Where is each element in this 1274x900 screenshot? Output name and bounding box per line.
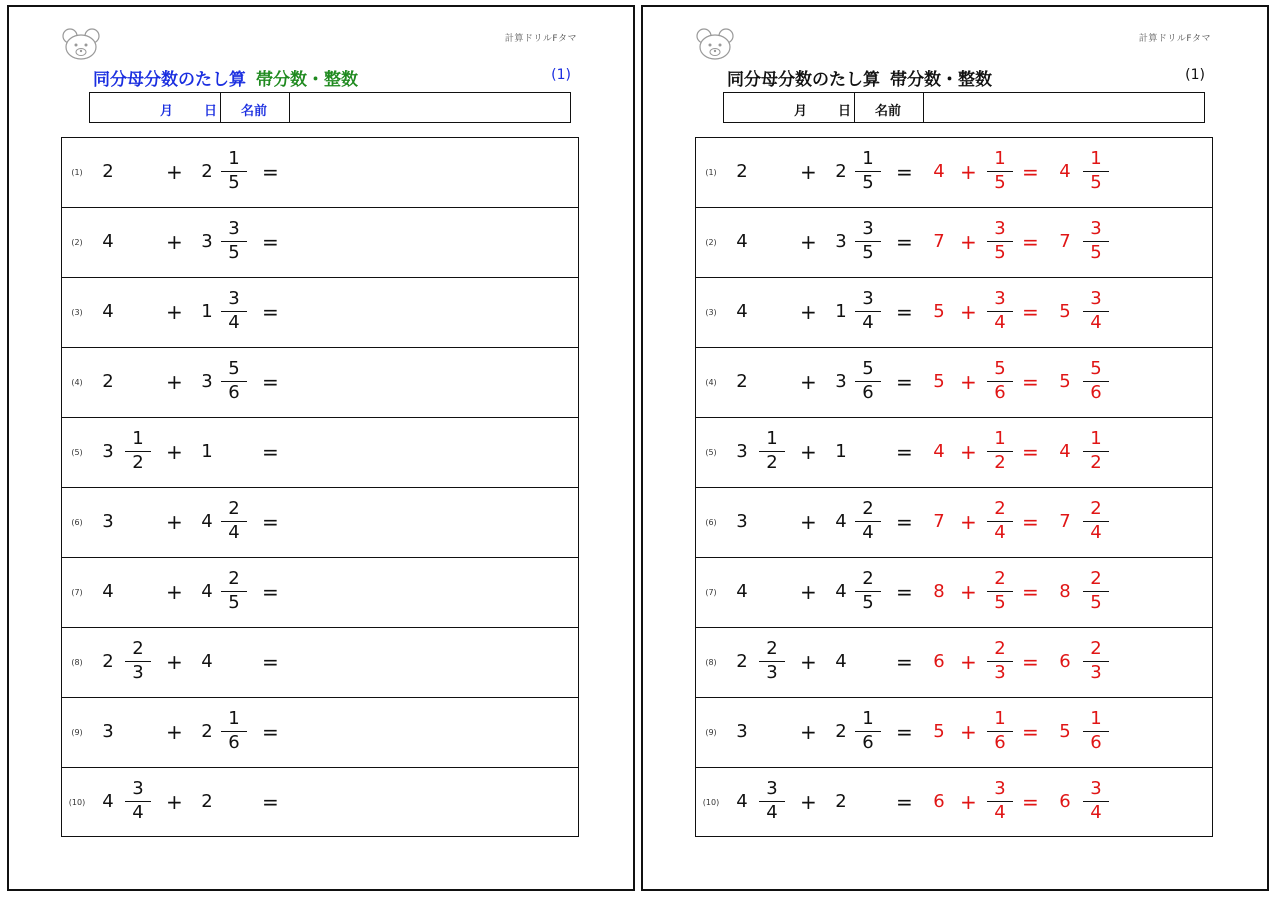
numerator: 2 bbox=[994, 568, 1006, 589]
problem-row bbox=[696, 208, 1212, 278]
answer-plus-sign: + bbox=[960, 720, 977, 744]
day-label: 日 bbox=[204, 104, 218, 119]
numerator: 2 bbox=[132, 638, 144, 659]
problem-number: (7) bbox=[71, 588, 83, 597]
answer-final-fraction bbox=[1083, 779, 1109, 849]
denominator: 6 bbox=[994, 382, 1006, 403]
denominator: 3 bbox=[1090, 662, 1102, 683]
denominator: 5 bbox=[1090, 592, 1102, 613]
addend-a-whole: 4 bbox=[102, 791, 114, 812]
addend-b-whole: 3 bbox=[201, 371, 213, 392]
equals-sign: = bbox=[262, 160, 279, 184]
title-part-1: 同分母分数のたし算 bbox=[727, 70, 880, 90]
numerator: 1 bbox=[994, 428, 1006, 449]
answer-plus-sign: + bbox=[960, 510, 977, 534]
denominator: 5 bbox=[228, 172, 240, 193]
month-label: 月 bbox=[794, 104, 808, 119]
plus-sign: + bbox=[800, 300, 817, 324]
denominator: 4 bbox=[862, 312, 874, 333]
equals-sign: = bbox=[896, 440, 913, 464]
problem-row bbox=[696, 628, 1212, 698]
equals-sign: = bbox=[896, 230, 913, 254]
plus-sign: + bbox=[166, 230, 183, 254]
plus-sign: + bbox=[800, 790, 817, 814]
problem-number: (3) bbox=[71, 308, 83, 317]
problem-number: (5) bbox=[705, 448, 717, 457]
problem-number: (4) bbox=[705, 378, 717, 387]
addend-b-whole: 1 bbox=[201, 441, 213, 462]
answer-step-whole: 5 bbox=[933, 371, 945, 392]
denominator: 4 bbox=[994, 312, 1006, 333]
equals-sign: = bbox=[262, 790, 279, 814]
plus-sign: + bbox=[800, 370, 817, 394]
problem-row bbox=[696, 768, 1212, 838]
problem-row bbox=[62, 628, 578, 698]
equals-sign: = bbox=[896, 650, 913, 674]
answer-equals-sign: = bbox=[1022, 370, 1039, 394]
problem-number: (2) bbox=[71, 238, 83, 247]
answer-final-whole: 5 bbox=[1059, 721, 1071, 742]
denominator: 6 bbox=[862, 732, 874, 753]
denominator: 4 bbox=[994, 522, 1006, 543]
addend-a-whole: 2 bbox=[736, 651, 748, 672]
problem-number: (6) bbox=[71, 518, 83, 527]
numerator: 1 bbox=[994, 148, 1006, 169]
denominator: 5 bbox=[994, 172, 1006, 193]
plus-sign: + bbox=[166, 650, 183, 674]
plus-sign: + bbox=[166, 510, 183, 534]
denominator: 6 bbox=[228, 382, 240, 403]
equals-sign: = bbox=[262, 230, 279, 254]
answer-final-whole: 7 bbox=[1059, 231, 1071, 252]
problem-row bbox=[62, 488, 578, 558]
answer-final-whole: 4 bbox=[1059, 441, 1071, 462]
answer-final-whole: 7 bbox=[1059, 511, 1071, 532]
denominator: 3 bbox=[994, 662, 1006, 683]
title-part-2: 帯分数・整数 bbox=[256, 70, 358, 90]
problem-row bbox=[62, 698, 578, 768]
addend-a-fraction bbox=[125, 779, 151, 849]
addend-b-whole: 4 bbox=[835, 581, 847, 602]
answer-equals-sign: = bbox=[1022, 440, 1039, 464]
plus-sign: + bbox=[166, 160, 183, 184]
answer-final-whole: 4 bbox=[1059, 161, 1071, 182]
denominator: 5 bbox=[1090, 242, 1102, 263]
answer-step-whole: 6 bbox=[933, 651, 945, 672]
denominator: 5 bbox=[1090, 172, 1102, 193]
equals-sign: = bbox=[262, 370, 279, 394]
answer-step-whole: 7 bbox=[933, 511, 945, 532]
addend-a-whole: 2 bbox=[102, 371, 114, 392]
denominator: 5 bbox=[228, 592, 240, 613]
problem-number: (7) bbox=[705, 588, 717, 597]
numerator: 3 bbox=[862, 288, 874, 309]
denominator: 5 bbox=[994, 592, 1006, 613]
equals-sign: = bbox=[262, 580, 279, 604]
numerator: 1 bbox=[1090, 708, 1102, 729]
addend-a-whole: 4 bbox=[736, 581, 748, 602]
problem-number: (10) bbox=[702, 798, 720, 807]
problem-row bbox=[696, 558, 1212, 628]
answer-equals-sign: = bbox=[1022, 720, 1039, 744]
problem-number: (9) bbox=[71, 728, 83, 737]
problem-number: (4) bbox=[71, 378, 83, 387]
numerator: 2 bbox=[228, 498, 240, 519]
plus-sign: + bbox=[800, 440, 817, 464]
addend-b-whole: 2 bbox=[835, 721, 847, 742]
denominator: 4 bbox=[994, 802, 1006, 823]
problems-table bbox=[61, 137, 579, 837]
date-name-box bbox=[723, 92, 1205, 123]
numerator: 2 bbox=[766, 638, 778, 659]
denominator: 4 bbox=[1090, 312, 1102, 333]
equals-sign: = bbox=[896, 160, 913, 184]
addend-b-whole: 1 bbox=[835, 441, 847, 462]
denominator: 6 bbox=[228, 732, 240, 753]
addend-a-whole: 4 bbox=[102, 581, 114, 602]
addend-b-whole: 4 bbox=[201, 651, 213, 672]
addend-b-whole: 4 bbox=[835, 651, 847, 672]
plus-sign: + bbox=[800, 160, 817, 184]
denominator: 6 bbox=[1090, 732, 1102, 753]
addend-a-whole: 4 bbox=[736, 301, 748, 322]
addend-b-whole: 3 bbox=[835, 371, 847, 392]
worksheet-problems-page bbox=[7, 5, 635, 891]
numerator: 1 bbox=[1090, 428, 1102, 449]
answer-plus-sign: + bbox=[960, 440, 977, 464]
answer-final-whole: 8 bbox=[1059, 581, 1071, 602]
worksheet-title bbox=[93, 65, 358, 90]
plus-sign: + bbox=[800, 580, 817, 604]
numerator: 5 bbox=[994, 358, 1006, 379]
plus-sign: + bbox=[166, 720, 183, 744]
plus-sign: + bbox=[166, 440, 183, 464]
addend-a-whole: 3 bbox=[736, 721, 748, 742]
denominator: 5 bbox=[862, 592, 874, 613]
answer-step-whole: 4 bbox=[933, 161, 945, 182]
numerator: 5 bbox=[862, 358, 874, 379]
answer-plus-sign: + bbox=[960, 580, 977, 604]
addend-a-whole: 4 bbox=[736, 791, 748, 812]
month-label: 月 bbox=[160, 104, 174, 119]
plus-sign: + bbox=[166, 370, 183, 394]
addend-a-whole: 2 bbox=[102, 161, 114, 182]
numerator: 1 bbox=[994, 708, 1006, 729]
problem-row bbox=[696, 348, 1212, 418]
problem-row bbox=[62, 138, 578, 208]
plus-sign: + bbox=[166, 580, 183, 604]
addend-a-whole: 3 bbox=[736, 511, 748, 532]
addend-a-whole: 3 bbox=[736, 441, 748, 462]
addend-a-whole: 4 bbox=[102, 301, 114, 322]
denominator: 4 bbox=[228, 312, 240, 333]
answer-equals-sign: = bbox=[1022, 790, 1039, 814]
day-label: 日 bbox=[838, 104, 852, 119]
brand-label: 計算ドリルFタマ bbox=[504, 34, 577, 44]
addend-a-whole: 3 bbox=[102, 441, 114, 462]
answer-equals-sign: = bbox=[1022, 300, 1039, 324]
problem-row bbox=[62, 278, 578, 348]
numerator: 2 bbox=[1090, 638, 1102, 659]
numerator: 3 bbox=[1090, 288, 1102, 309]
answer-equals-sign: = bbox=[1022, 580, 1039, 604]
equals-sign: = bbox=[896, 720, 913, 744]
denominator: 2 bbox=[132, 452, 144, 473]
numerator: 1 bbox=[1090, 148, 1102, 169]
denominator: 2 bbox=[1090, 452, 1102, 473]
problem-number: (6) bbox=[705, 518, 717, 527]
problem-number: (1) bbox=[71, 168, 83, 177]
title-part-2: 帯分数・整数 bbox=[890, 70, 992, 90]
numerator: 2 bbox=[1090, 568, 1102, 589]
problem-number: (10) bbox=[68, 798, 86, 807]
problem-row bbox=[62, 208, 578, 278]
addend-b-whole: 1 bbox=[835, 301, 847, 322]
answer-step-whole: 6 bbox=[933, 791, 945, 812]
answer-equals-sign: = bbox=[1022, 160, 1039, 184]
numerator: 2 bbox=[862, 498, 874, 519]
denominator: 4 bbox=[132, 802, 144, 823]
denominator: 4 bbox=[862, 522, 874, 543]
numerator: 3 bbox=[994, 288, 1006, 309]
numerator: 3 bbox=[228, 288, 240, 309]
numerator: 3 bbox=[132, 778, 144, 799]
addend-b-whole: 1 bbox=[201, 301, 213, 322]
problem-row bbox=[696, 488, 1212, 558]
numerator: 3 bbox=[228, 218, 240, 239]
answer-plus-sign: + bbox=[960, 230, 977, 254]
numerator: 3 bbox=[766, 778, 778, 799]
problem-row bbox=[696, 138, 1212, 208]
problem-row bbox=[62, 348, 578, 418]
denominator: 2 bbox=[766, 452, 778, 473]
numerator: 2 bbox=[994, 498, 1006, 519]
numerator: 1 bbox=[862, 148, 874, 169]
answers-table bbox=[695, 137, 1213, 837]
plus-sign: + bbox=[800, 650, 817, 674]
plus-sign: + bbox=[800, 230, 817, 254]
equals-sign: = bbox=[262, 300, 279, 324]
worksheet-title bbox=[727, 65, 992, 90]
denominator: 5 bbox=[228, 242, 240, 263]
numerator: 3 bbox=[1090, 778, 1102, 799]
name-label: 名前 bbox=[241, 104, 268, 119]
addend-b-whole: 2 bbox=[201, 721, 213, 742]
equals-sign: = bbox=[896, 370, 913, 394]
brand-label: 計算ドリルFタマ bbox=[1138, 34, 1211, 44]
denominator: 5 bbox=[862, 242, 874, 263]
addend-b-whole: 4 bbox=[201, 581, 213, 602]
answer-step-whole: 7 bbox=[933, 231, 945, 252]
answer-final-whole: 5 bbox=[1059, 371, 1071, 392]
numerator: 2 bbox=[1090, 498, 1102, 519]
answer-plus-sign: + bbox=[960, 790, 977, 814]
equals-sign: = bbox=[896, 300, 913, 324]
denominator: 4 bbox=[1090, 802, 1102, 823]
bear-logo-icon bbox=[61, 27, 101, 61]
problem-row bbox=[62, 558, 578, 628]
date-name-box bbox=[89, 92, 571, 123]
problem-row bbox=[696, 418, 1212, 488]
answer-step-whole: 8 bbox=[933, 581, 945, 602]
equals-sign: = bbox=[262, 720, 279, 744]
equals-sign: = bbox=[262, 440, 279, 464]
sheet-number: (1) bbox=[1185, 67, 1205, 83]
numerator: 1 bbox=[132, 428, 144, 449]
addend-a-whole: 3 bbox=[102, 721, 114, 742]
numerator: 5 bbox=[228, 358, 240, 379]
denominator: 6 bbox=[1090, 382, 1102, 403]
problem-row bbox=[696, 278, 1212, 348]
equals-sign: = bbox=[262, 510, 279, 534]
answer-step-whole: 5 bbox=[933, 721, 945, 742]
denominator: 3 bbox=[766, 662, 778, 683]
numerator: 3 bbox=[994, 778, 1006, 799]
answer-final-whole: 6 bbox=[1059, 651, 1071, 672]
numerator: 2 bbox=[862, 568, 874, 589]
addend-b-whole: 2 bbox=[201, 791, 213, 812]
denominator: 5 bbox=[862, 172, 874, 193]
denominator: 4 bbox=[766, 802, 778, 823]
addend-b-whole: 4 bbox=[201, 511, 213, 532]
equals-sign: = bbox=[262, 650, 279, 674]
addend-b-whole: 2 bbox=[835, 791, 847, 812]
plus-sign: + bbox=[166, 300, 183, 324]
addend-a-whole: 4 bbox=[736, 231, 748, 252]
problem-number: (5) bbox=[71, 448, 83, 457]
numerator: 2 bbox=[994, 638, 1006, 659]
answer-step-whole: 4 bbox=[933, 441, 945, 462]
numerator: 3 bbox=[862, 218, 874, 239]
numerator: 1 bbox=[766, 428, 778, 449]
plus-sign: + bbox=[800, 720, 817, 744]
bear-logo-icon bbox=[695, 27, 735, 61]
numerator: 1 bbox=[228, 708, 240, 729]
addend-b-whole: 4 bbox=[835, 511, 847, 532]
answer-final-whole: 5 bbox=[1059, 301, 1071, 322]
addend-b-whole: 3 bbox=[201, 231, 213, 252]
addend-b-whole: 2 bbox=[835, 161, 847, 182]
addend-a-whole: 3 bbox=[102, 511, 114, 532]
plus-sign: + bbox=[166, 790, 183, 814]
answer-final-whole: 6 bbox=[1059, 791, 1071, 812]
answer-step-fraction bbox=[987, 779, 1013, 849]
denominator: 5 bbox=[994, 242, 1006, 263]
equals-sign: = bbox=[896, 580, 913, 604]
answer-equals-sign: = bbox=[1022, 650, 1039, 674]
title-part-1: 同分母分数のたし算 bbox=[93, 70, 246, 90]
worksheet-answers-page bbox=[641, 5, 1269, 891]
answer-plus-sign: + bbox=[960, 300, 977, 324]
addend-a-fraction bbox=[759, 779, 785, 849]
numerator: 2 bbox=[228, 568, 240, 589]
equals-sign: = bbox=[896, 790, 913, 814]
denominator: 4 bbox=[1090, 522, 1102, 543]
answer-equals-sign: = bbox=[1022, 230, 1039, 254]
problem-number: (1) bbox=[705, 168, 717, 177]
answer-equals-sign: = bbox=[1022, 510, 1039, 534]
addend-a-whole: 2 bbox=[736, 371, 748, 392]
answer-plus-sign: + bbox=[960, 650, 977, 674]
answer-plus-sign: + bbox=[960, 370, 977, 394]
denominator: 4 bbox=[228, 522, 240, 543]
numerator: 3 bbox=[1090, 218, 1102, 239]
addend-a-whole: 2 bbox=[736, 161, 748, 182]
addend-a-whole: 2 bbox=[102, 651, 114, 672]
numerator: 3 bbox=[994, 218, 1006, 239]
name-label: 名前 bbox=[875, 104, 902, 119]
denominator: 6 bbox=[994, 732, 1006, 753]
sheet-number: (1) bbox=[551, 67, 571, 83]
addend-b-whole: 3 bbox=[835, 231, 847, 252]
answer-plus-sign: + bbox=[960, 160, 977, 184]
denominator: 2 bbox=[994, 452, 1006, 473]
problem-number: (3) bbox=[705, 308, 717, 317]
problem-row bbox=[62, 418, 578, 488]
problem-number: (8) bbox=[705, 658, 717, 667]
numerator: 1 bbox=[862, 708, 874, 729]
problem-number: (8) bbox=[71, 658, 83, 667]
problem-number: (2) bbox=[705, 238, 717, 247]
problem-number: (9) bbox=[705, 728, 717, 737]
denominator: 3 bbox=[132, 662, 144, 683]
numerator: 1 bbox=[228, 148, 240, 169]
addend-a-whole: 4 bbox=[102, 231, 114, 252]
equals-sign: = bbox=[896, 510, 913, 534]
addend-b-whole: 2 bbox=[201, 161, 213, 182]
numerator: 5 bbox=[1090, 358, 1102, 379]
denominator: 6 bbox=[862, 382, 874, 403]
problem-row bbox=[696, 698, 1212, 768]
answer-step-whole: 5 bbox=[933, 301, 945, 322]
plus-sign: + bbox=[800, 510, 817, 534]
problem-row bbox=[62, 768, 578, 838]
